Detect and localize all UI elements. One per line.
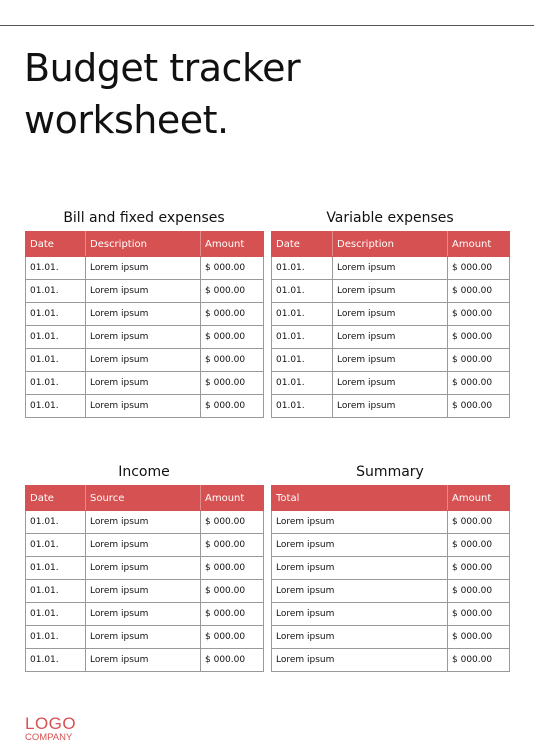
table-cell: Lorem ipsum — [272, 603, 448, 626]
table-cell: $ 000.00 — [448, 603, 510, 626]
table-cell: Lorem ipsum — [86, 372, 201, 395]
variable-expenses-section — [271, 207, 509, 418]
table-cell: 01.01. — [26, 395, 86, 418]
table-row — [272, 303, 510, 326]
table-cell: Lorem ipsum — [272, 557, 448, 580]
company-logo — [25, 715, 76, 743]
table-row — [272, 372, 510, 395]
table-cell: Lorem ipsum — [86, 534, 201, 557]
column-header: Source — [86, 486, 201, 511]
table-row — [26, 557, 264, 580]
table-row — [272, 280, 510, 303]
table-row — [272, 603, 510, 626]
table-cell: $ 000.00 — [201, 649, 264, 672]
table-cell: $ 000.00 — [201, 603, 264, 626]
table-cell: Lorem ipsum — [86, 580, 201, 603]
table-header-row — [26, 232, 264, 257]
table-cell: 01.01. — [26, 349, 86, 372]
table-row — [26, 626, 264, 649]
table-row — [26, 603, 264, 626]
table-cell: $ 000.00 — [201, 326, 264, 349]
table-cell: $ 000.00 — [448, 557, 510, 580]
section-title: Bill and fixed expenses — [63, 210, 225, 226]
table-row — [272, 580, 510, 603]
table-row — [26, 349, 264, 372]
table-cell: $ 000.00 — [448, 280, 510, 303]
table-cell: $ 000.00 — [201, 349, 264, 372]
table-cell: 01.01. — [272, 349, 333, 372]
table-row — [272, 257, 510, 280]
table-row — [26, 649, 264, 672]
table-header-row — [272, 486, 510, 511]
table-cell: 01.01. — [26, 303, 86, 326]
column-header: Date — [26, 232, 86, 257]
summary-table — [271, 485, 510, 672]
bill-fixed-expenses-table — [25, 231, 264, 418]
table-cell: Lorem ipsum — [86, 280, 201, 303]
column-header: Date — [26, 486, 86, 511]
table-cell: 01.01. — [272, 395, 333, 418]
table-cell: $ 000.00 — [201, 303, 264, 326]
table-row — [272, 649, 510, 672]
table-cell: $ 000.00 — [448, 580, 510, 603]
table-cell: $ 000.00 — [201, 395, 264, 418]
logo-word: LOGO — [25, 714, 77, 733]
table-cell: 01.01. — [26, 257, 86, 280]
table-cell: 01.01. — [26, 603, 86, 626]
table-cell: Lorem ipsum — [86, 626, 201, 649]
table-cell: Lorem ipsum — [333, 349, 448, 372]
section-title: Summary — [356, 464, 424, 480]
table-cell: Lorem ipsum — [86, 303, 201, 326]
table-cell: 01.01. — [272, 326, 333, 349]
column-header: Amount — [448, 486, 510, 511]
table-cell: 01.01. — [26, 326, 86, 349]
table-cell: 01.01. — [26, 557, 86, 580]
column-header: Total — [272, 486, 448, 511]
page-title: Budget tracker worksheet. — [24, 46, 301, 142]
variable-expenses-table — [271, 231, 510, 418]
table-cell: 01.01. — [26, 372, 86, 395]
table-cell: 01.01. — [272, 280, 333, 303]
column-header: Amount — [201, 486, 264, 511]
table-cell: 01.01. — [272, 257, 333, 280]
section-title: Income — [118, 464, 170, 480]
summary-section — [271, 461, 509, 672]
table-cell: $ 000.00 — [448, 257, 510, 280]
income-table — [25, 485, 264, 672]
table-cell: $ 000.00 — [201, 557, 264, 580]
table-header-row — [272, 232, 510, 257]
table-cell: $ 000.00 — [448, 511, 510, 534]
table-cell: $ 000.00 — [448, 326, 510, 349]
table-cell: $ 000.00 — [201, 372, 264, 395]
table-row — [26, 511, 264, 534]
table-cell: 01.01. — [26, 511, 86, 534]
table-cell: Lorem ipsum — [333, 257, 448, 280]
column-header: Date — [272, 232, 333, 257]
table-cell: 01.01. — [26, 280, 86, 303]
table-row — [26, 280, 264, 303]
table-cell: 01.01. — [272, 372, 333, 395]
table-cell: $ 000.00 — [201, 534, 264, 557]
table-cell: $ 000.00 — [448, 534, 510, 557]
bill-fixed-expenses-section — [25, 207, 263, 418]
table-row — [272, 395, 510, 418]
column-header: Description — [333, 232, 448, 257]
table-cell: Lorem ipsum — [86, 511, 201, 534]
table-cell: Lorem ipsum — [333, 326, 448, 349]
section-title: Variable expenses — [326, 210, 454, 226]
table-cell: $ 000.00 — [448, 349, 510, 372]
column-header: Description — [86, 232, 201, 257]
table-cell: Lorem ipsum — [86, 349, 201, 372]
table-row — [272, 534, 510, 557]
column-header: Amount — [201, 232, 264, 257]
column-header: Amount — [448, 232, 510, 257]
table-cell: 01.01. — [272, 303, 333, 326]
table-cell: $ 000.00 — [201, 580, 264, 603]
table-cell: Lorem ipsum — [86, 603, 201, 626]
table-row — [272, 511, 510, 534]
table-cell: $ 000.00 — [448, 626, 510, 649]
table-cell: $ 000.00 — [448, 649, 510, 672]
table-cell: 01.01. — [26, 626, 86, 649]
table-cell: $ 000.00 — [201, 280, 264, 303]
table-cell: Lorem ipsum — [272, 626, 448, 649]
table-cell: Lorem ipsum — [333, 395, 448, 418]
income-section — [25, 461, 263, 672]
table-cell: $ 000.00 — [201, 257, 264, 280]
table-cell: Lorem ipsum — [272, 534, 448, 557]
table-row — [26, 326, 264, 349]
table-cell: Lorem ipsum — [333, 280, 448, 303]
table-row — [272, 326, 510, 349]
table-row — [26, 395, 264, 418]
table-row — [26, 372, 264, 395]
table-cell: 01.01. — [26, 534, 86, 557]
table-row — [26, 580, 264, 603]
top-divider — [0, 25, 534, 26]
table-header-row — [26, 486, 264, 511]
table-cell: Lorem ipsum — [86, 649, 201, 672]
table-cell: $ 000.00 — [448, 395, 510, 418]
table-cell: Lorem ipsum — [272, 649, 448, 672]
table-cell: Lorem ipsum — [86, 257, 201, 280]
table-cell: $ 000.00 — [201, 511, 264, 534]
table-cell: Lorem ipsum — [333, 372, 448, 395]
table-row — [26, 257, 264, 280]
table-row — [272, 349, 510, 372]
table-cell: $ 000.00 — [201, 626, 264, 649]
table-cell: Lorem ipsum — [333, 303, 448, 326]
table-cell: $ 000.00 — [448, 372, 510, 395]
table-cell: Lorem ipsum — [272, 511, 448, 534]
table-row — [26, 303, 264, 326]
table-cell: Lorem ipsum — [86, 326, 201, 349]
table-cell: Lorem ipsum — [86, 557, 201, 580]
table-cell: Lorem ipsum — [272, 580, 448, 603]
table-cell: Lorem ipsum — [86, 395, 201, 418]
table-cell: 01.01. — [26, 580, 86, 603]
logo-company-text: COMPANY — [25, 732, 73, 743]
table-row — [272, 557, 510, 580]
table-row — [26, 534, 264, 557]
table-row — [272, 626, 510, 649]
table-cell: $ 000.00 — [448, 303, 510, 326]
table-cell: 01.01. — [26, 649, 86, 672]
